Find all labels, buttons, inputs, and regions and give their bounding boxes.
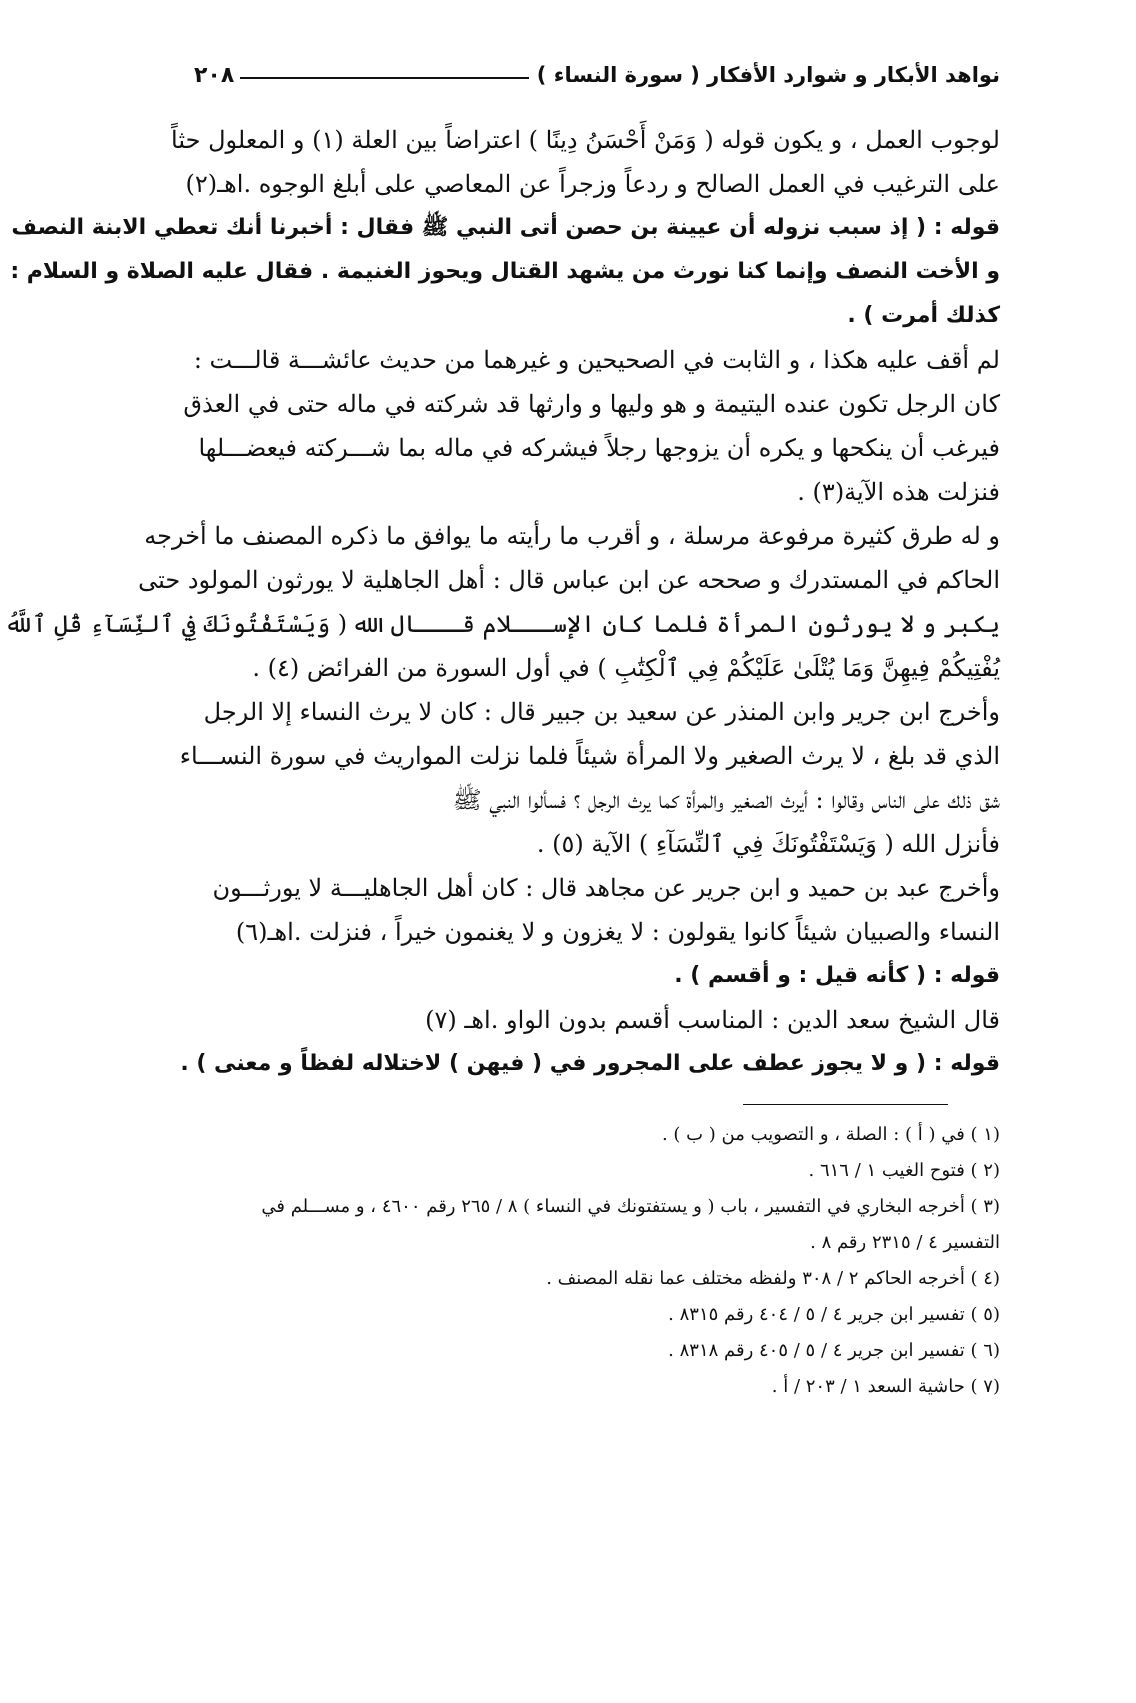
main-text — [4, 118, 1000, 1086]
quote-heading-line: قوله : ( كأنه قيل : و أقسم ) . — [674, 963, 1000, 988]
text-line: فنزلت هذه الآية(٣) . — [797, 478, 1000, 506]
footnote: (٥ ) تفسير ابن جرير ٤ / ٥ / ٤٠٤ رقم ٨٣١٥ . — [668, 1304, 1000, 1325]
quote-heading-line: قوله : ( و لا يجوز عطف على المجرور في ( فيهن ) لاختلاله لفظاً و معنى ) . — [180, 1051, 1000, 1076]
text-line: النساء والصبيان شيئاً كانوا يقولون : لا يغزون و لا يغنمون خيراً ، فنزلت .اهـ(٦) — [235, 918, 1000, 946]
text-line: يكبر و لا يورثون المرأة فلما كان الإســـلام قـــال الله ( وَيَسْتَفْتُونَكَ فِي ٱلنِّسَآءِ قُلِ ٱللَّهُ — [4, 610, 1000, 638]
text-line: على الترغيب في العمل الصالح و ردعاً وزجراً عن المعاصي على أبلغ الوجوه .اهـ(٢) — [185, 170, 1000, 198]
footnote-continuation: التفسير ٤ / ٢٣١٥ رقم ٨ . — [810, 1232, 1000, 1253]
footnote: (٣ ) أخرجه البخاري في التفسير ، باب ( و يستفتونك في النساء ) ٨ / ٢٦٥ رقم ٤٦٠٠ ، و مســـلم في — [261, 1196, 1000, 1217]
footnotes — [192, 1117, 1000, 1405]
footnote: (٤ ) أخرجه الحاكم ٢ / ٣٠٨ ولفظه مختلف عما نقله المصنف . — [546, 1268, 1000, 1289]
quote-heading-line: كذلك أمرت ) . — [847, 303, 1000, 328]
page-header — [194, 58, 1000, 92]
text-line: فأنزل الله ( وَيَسْتَفْتُونَكَ فِي ٱلنِّسَآءِ ) الآية (٥) . — [536, 830, 1000, 858]
text-line: و له طرق كثيرة مرفوعة مرسلة ، و أقرب ما رأيته ما يوافق ما ذكره المصنف ما أخرجه — [144, 522, 1000, 550]
text-line: لوجوب العمل ، و يكون قوله ( وَمَنْ أَحْسَنُ دِينًا ) اعتراضاً بين العلة (١) و المعلول حثاً — [171, 126, 1000, 154]
text-line: قال الشيخ سعد الدين : المناسب أقسم بدون الواو .اهـ (٧) — [425, 1006, 1000, 1034]
footnote: (٢ ) فتوح الغيب ١ / ٦١٦ . — [808, 1160, 1000, 1181]
text-line: كان الرجل تكون عنده اليتيمة و هو وليها و وارثها قد شركته في ماله حتى في العذق — [183, 390, 1000, 418]
text-line: فيرغب أن ينكحها و يكره أن يزوجها رجلاً فيشركه في ماله بما شـــركته فيعضـــلها — [198, 434, 1000, 462]
book-title: نواهد الأبكار و شوارد الأفكار ( سورة النساء ) — [536, 63, 1000, 87]
footnote: (٦ ) تفسير ابن جرير ٤ / ٥ / ٤٠٥ رقم ٨٣١٨ . — [668, 1340, 1000, 1361]
text-line: وأخرج عبد بن حميد و ابن جرير عن مجاهد قال : كان أهل الجاهليـــة لا يورثـــون — [212, 874, 1000, 902]
text-line: لم أقف عليه هكذا ، و الثابت في الصحيحين و غيرهما من حديث عائشـــة قالـــت : — [193, 346, 1000, 374]
quote-heading-line: قوله : ( إذ سبب نزوله أن عيينة بن حصن أتى النبي ﷺ فقال : أخبرنا أنك تعطي الابنة النصف — [11, 215, 1000, 240]
text-line: يُفْتِيكُمْ فِيهِنَّ وَمَا يُتْلَىٰ عَلَيْكُمْ فِي ٱلْكِتَٰبِ ) في أول السورة من الفرائض (٤) . — [252, 654, 1000, 682]
text-line: الحاكم في المستدرك و صححه عن ابن عباس قال : أهل الجاهلية لا يورثون المولود حتى — [138, 566, 1000, 594]
footnote: (٧ ) حاشية السعد ١ / ٢٠٣ / أ . — [771, 1376, 1000, 1397]
quote-heading-line: و الأخت النصف وإنما كنا نورث من يشهد القتال ويحوز الغنيمة . فقال عليه الصلاة و السلام : — [10, 259, 1000, 284]
text-line: وأخرج ابن جرير وابن المنذر عن سعيد بن جبير قال : كان لا يرث النساء إلا الرجل — [203, 698, 1000, 726]
text-line: الذي قد بلغ ، لا يرث الصغير ولا المرأة شيئاً فلما نزلت المواريث في سورة النســـاء — [179, 742, 1000, 770]
text-line: شق ذلك على الناس وقالوا : أيرث الصغير والمرأة كما يرث الرجل ؟ فسألوا النبي ﷺ — [452, 786, 1000, 814]
header-rule — [240, 77, 529, 79]
footnote-separator — [743, 1104, 948, 1105]
footnote: (١ ) في ( أ ) : الصلة ، و التصويب من ( ب ) . — [661, 1124, 1000, 1145]
page-number: ٢٠٨ — [194, 62, 235, 88]
